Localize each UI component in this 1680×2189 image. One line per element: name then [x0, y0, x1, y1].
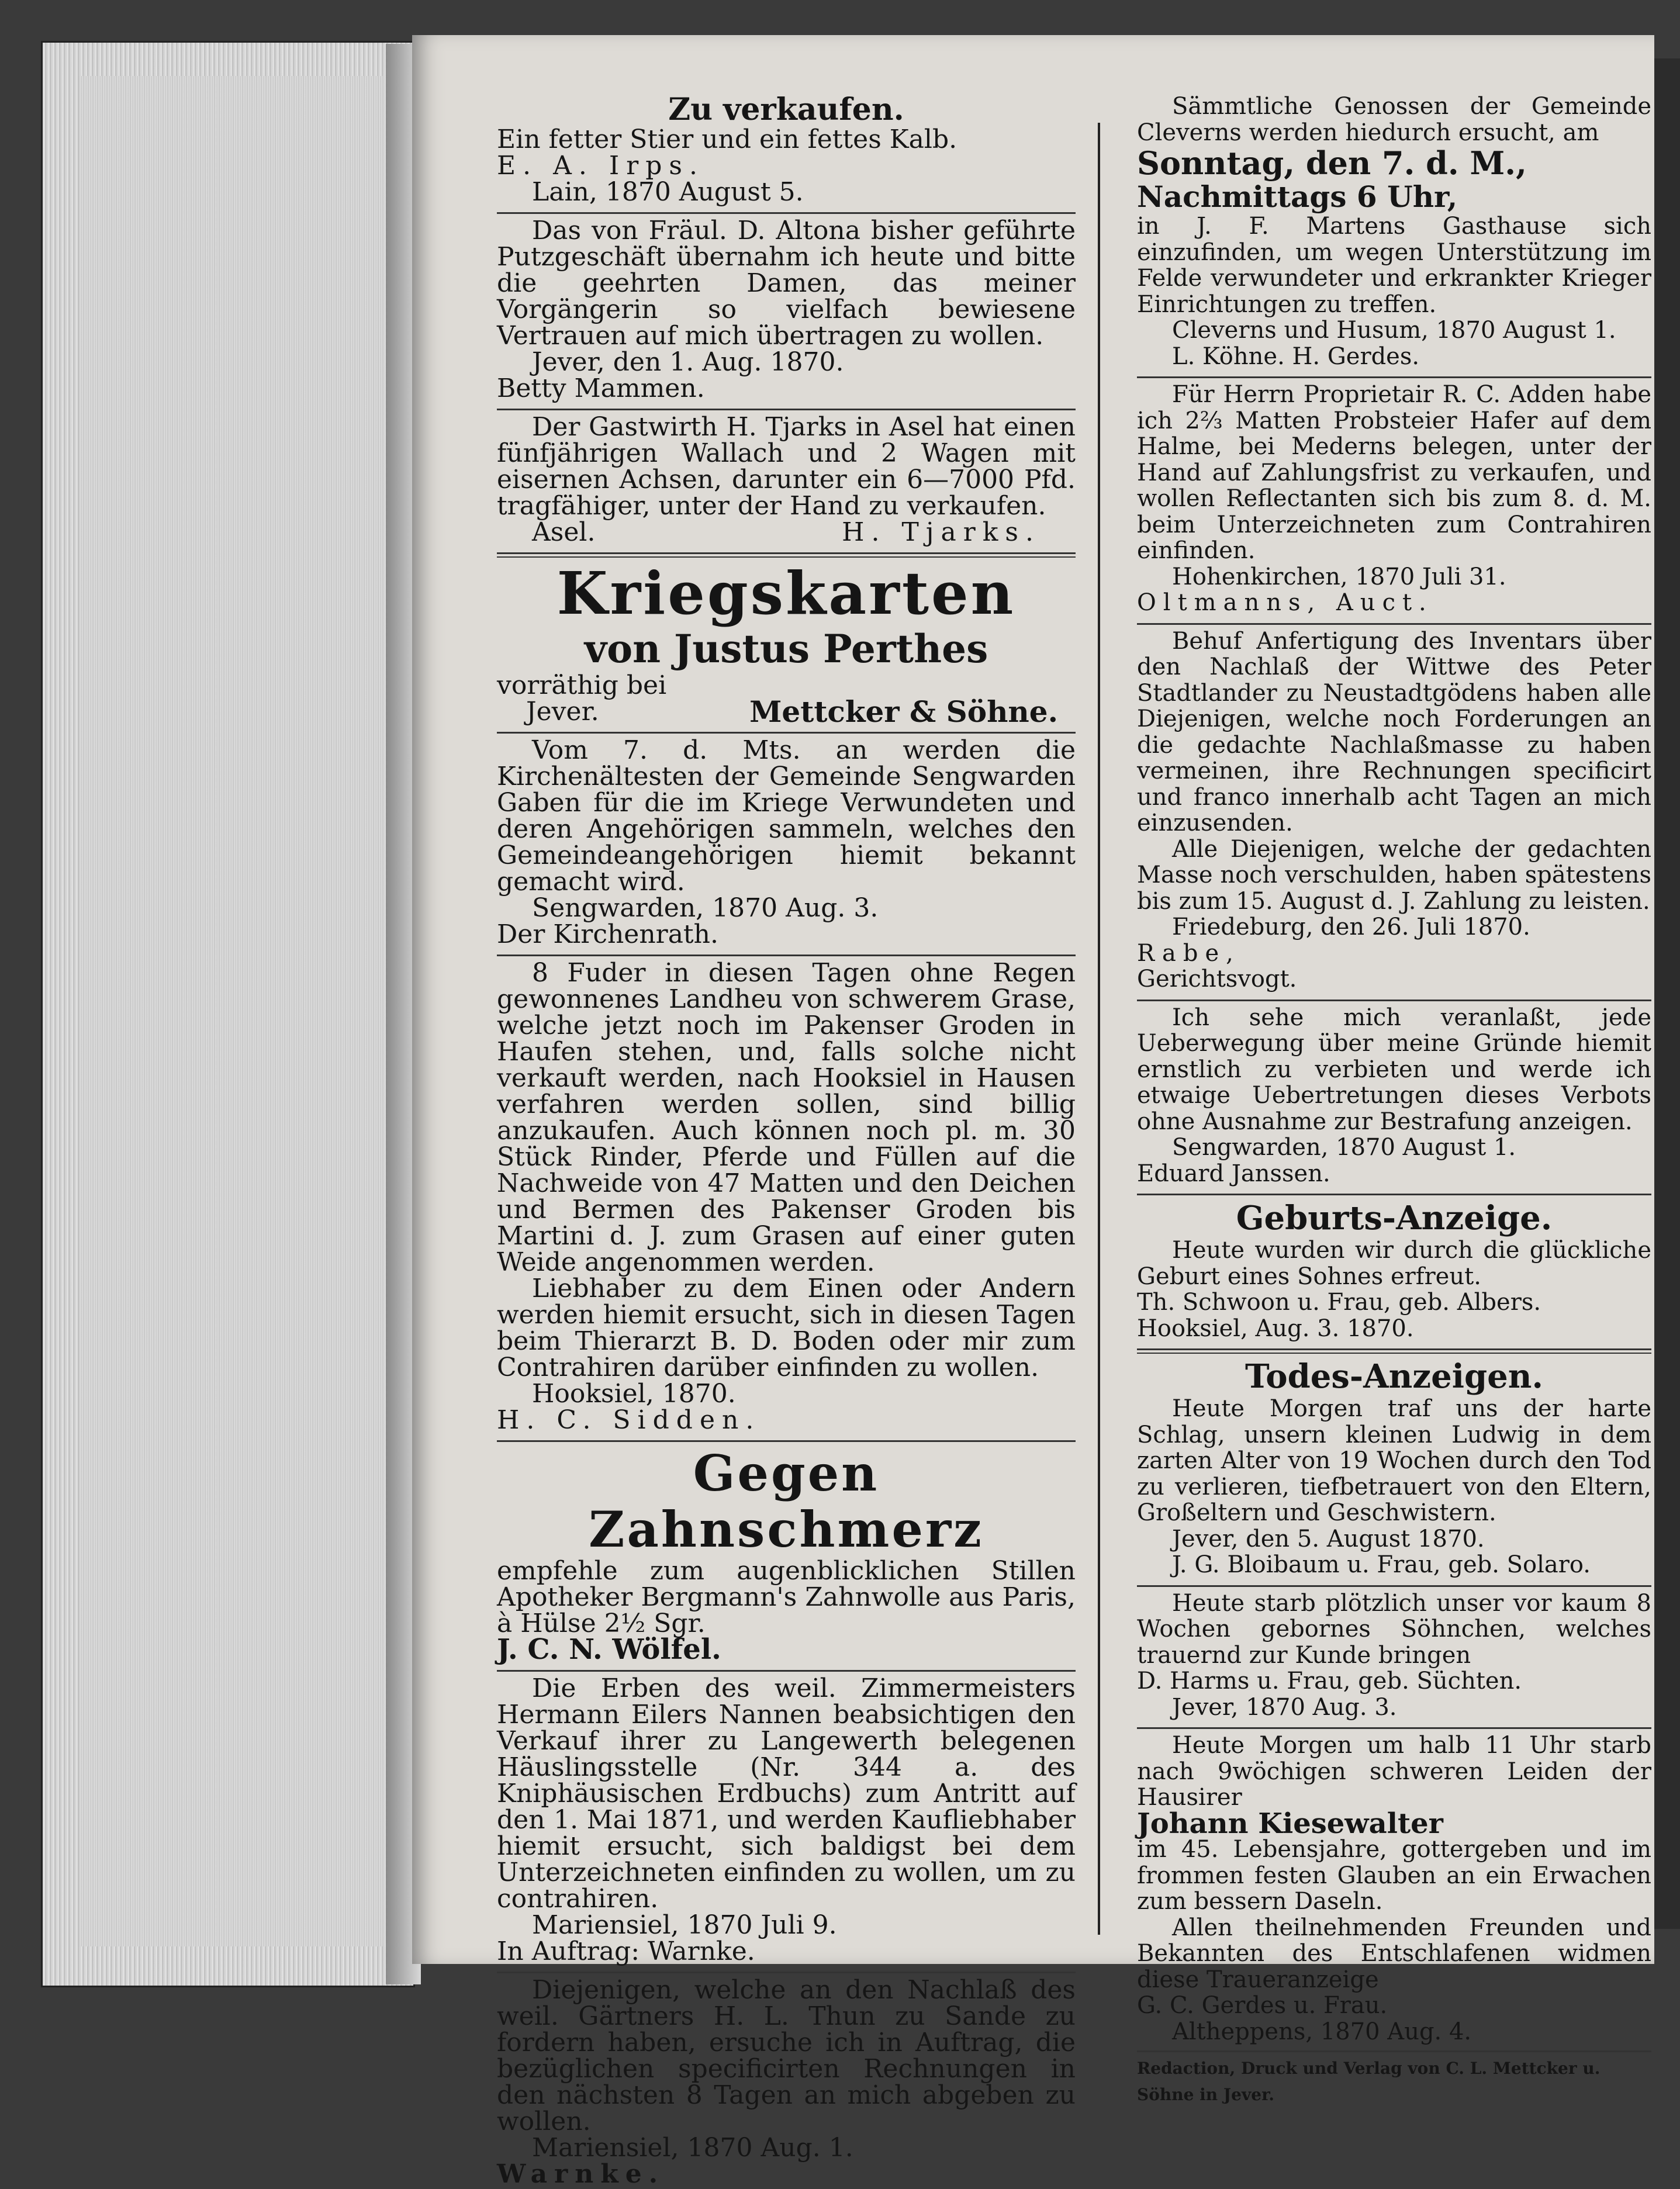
ad-hafer [1137, 382, 1651, 616]
ad-separator [497, 212, 1076, 214]
ad-zahnschmerz [497, 1444, 1076, 1666]
ad-signature: E. A. Irps. [497, 151, 704, 181]
ad-putzgeschaeft [497, 217, 1076, 402]
ad-landheu [497, 960, 1076, 1433]
ad-separator [1137, 1000, 1651, 1001]
ad-body: Heute Morgen um halb 11 Uhr starb nach 9wöchigen schweren Leiden der Hausirer [1137, 1732, 1651, 1811]
ad-body: Ein fetter Stier und ein fettes Kalb. [497, 125, 957, 154]
ad-kriegskarten [497, 559, 1076, 729]
ad-body-2: in J. F. Martens Gasthause sich einzufinden, um wegen Unterstützung im Felde verwundeter und erkrankter Krieger Einrichtungen zu treffen. [1137, 213, 1651, 318]
ad-body-2: Alle Diejenigen, welche der gedachten Masse noch verschulden, haben spätestens bis zum 15. August d. J. Zahlung zu leisten. [1137, 835, 1651, 915]
ad-signature: Rabe, [1137, 939, 1240, 967]
right-column [1137, 94, 1651, 2108]
ad-body: Ich sehe mich veranlaßt, jede Ueberwegung über meine Gründe hiemit ernstlich zu verbieten und werde ich etwaige Uebertretungen dieses Verbots ohne Ausnahme zur Bestrafung anzeigen. [1137, 1004, 1651, 1135]
ad-signature: Eduard Janssen. [1137, 1160, 1330, 1187]
ad-body: Heute Morgen traf uns der harte Schlag, unsern kleinen Ludwig in dem zarten Alter von 19 Wochen durch den Tod zu verlieren, tiefbetrauert von den Eltern, Großeltern und Geschwistern. [1137, 1395, 1651, 1526]
ad-date: Mariensiel, 1870 Aug. 1. [532, 2133, 853, 2163]
ad-separator [497, 955, 1076, 956]
ad-subtitle: von Justus Perthes [584, 626, 988, 672]
ad-nachlass-thun [497, 1977, 1076, 2187]
ad-separator [1137, 1348, 1651, 1354]
ad-title: Geburts-Anzeige. [1236, 1199, 1553, 1237]
ad-body: Vom 7. d. Mts. an werden die Kirchenältesten der Gemeinde Sengwarden Gaben für die im Kriege Verwundeten und deren Angehörigen sammeln, welches den Gemeindeangehörigen hiemit bekannt gemacht wird. [497, 735, 1076, 897]
ad-body: Heute starb plötzlich unser vor kaum 8 Wochen gebornes Söhnchen, welches trauernd zur Kunde bringen [1137, 1589, 1651, 1669]
ad-separator [1137, 1585, 1651, 1587]
ad-body: empfehle zum augenblicklichen Stillen Apotheker Bergmann's Zahnwolle aus Paris, à Hülse 2½ Sgr. [497, 1556, 1076, 1638]
ad-signature: H. Tjarks. [842, 517, 1041, 547]
ad-title: Todes-Anzeigen. [1245, 1357, 1543, 1396]
ad-signature: H. C. Sidden. [497, 1405, 761, 1435]
adjacent-page-edge [1654, 58, 1680, 1929]
ad-signature: J. G. Bloibaum u. Frau, geb. Solaro. [1172, 1551, 1591, 1578]
ad-body: Sämmtliche Genossen der Gemeinde Cleverns werden hiedurch ersucht, am [1137, 93, 1651, 146]
ad-todes-kiesewalter [1137, 1732, 1651, 2045]
ad-date: Friedeburg, den 26. Juli 1870. [1172, 914, 1530, 940]
imprint-footer: Redaction, Druck und Verlag von C. L. Mettcker u. Söhne in Jever. [1137, 2050, 1651, 2108]
ad-body: 8 Fuder in diesen Tagen ohne Regen gewonnenes Landheu von schwerem Grase, welche jetzt noch im Pakenser Groden in Haufen stehen, und, falls solche nicht verkauft werden, nach Hooksiel in Hausen verfahren werden sollen, sind billig anzukaufen. Auch können noch pl. m. 30 Stück Rinder, Pferde und Füllen auf die Nachweide von 47 Matten und den Deichen und Bermen des Pakenser Groden bis Martini d. J. zum Grasen auf einer guten Weide angenommen werden. [497, 958, 1076, 1277]
ad-separator [497, 1440, 1076, 1442]
ad-title: Kriegskarten [556, 559, 1016, 628]
ad-date: Altheppens, 1870 Aug. 4. [1172, 2018, 1472, 2045]
book-page-stack [79, 76, 383, 1946]
ad-zu-verkaufen [497, 94, 1076, 205]
ad-body: Die Erben des weil. Zimmermeisters Hermann Eilers Nannen beabsichtigen den Verkauf ihrer zu Langewerth belegenen Häuslingsstelle (Nr. 344 a. des Kniphäusischen Erdbuchs) zum Antritt auf den 1. Mai 1871, und werden Kaufliebhaber hiemit ersucht, sich baldigst bei dem Unterzeichneten einfinden zu wollen, um zu contrahiren. [497, 1673, 1076, 1914]
ad-separator [1137, 623, 1651, 625]
ad-date: Hohenkirchen, 1870 Juli 31. [1172, 563, 1506, 590]
ad-separator [497, 552, 1076, 558]
ad-signature: Oltmanns, Auct. [1137, 589, 1433, 616]
ad-body: Behuf Anfertigung des Inventars über den Nachlaß der Wittwe des Peter Stadtlander zu Neustadtgödens haben alle Diejenigen, welche noch Forderungen an die gedachte Nachlaßmasse zu haben vermeinen, ihre Rechnungen specificirt und franco innerhalb acht Tagen an mich einzusenden. [1137, 627, 1651, 836]
ad-place: Jever. [526, 697, 599, 727]
ad-todes-harms [1137, 1590, 1651, 1721]
ad-kirchenrath [497, 737, 1076, 947]
ad-date: Sengwarden, 1870 August 1. [1172, 1134, 1516, 1161]
ad-separator [497, 1670, 1076, 1672]
ad-separator [497, 732, 1076, 734]
ad-todes-ludwig [1137, 1357, 1651, 1578]
ad-separator [1137, 1194, 1651, 1195]
ad-signature: D. Harms u. Frau, geb. Süchten. [1137, 1668, 1522, 1695]
ad-signature: J. C. N. Wölfel. [497, 1633, 721, 1666]
ad-deceased-name: Johann Kiesewalter [1137, 1807, 1443, 1840]
left-column [497, 94, 1076, 2187]
ad-signature-title: Gerichtsvogt. [1137, 966, 1297, 993]
ad-body: Diejenigen, welche an den Nachlaß des weil. Gärtners H. L. Thun zu Sande zu fordern haben, ersuche ich in Auftrag, die bezüglichen specificirten Rechnungen in den nächsten 8 Tagen an mich abgeben zu wollen. [497, 1975, 1076, 2136]
ad-body-3: Allen theilnehmenden Freunden und Bekannten des Entschlafenen widmen diese Traueranzeige [1137, 1914, 1651, 1993]
ad-haeuslingsstelle [497, 1675, 1076, 1965]
ad-separator [1137, 376, 1651, 378]
ad-place: Asel. [532, 517, 596, 547]
ad-separator [1137, 1727, 1651, 1729]
ad-body: Heute wurden wir durch die glückliche Geburt eines Sohnes erfreut. [1137, 1237, 1651, 1290]
ad-signature: Betty Mammen. [497, 374, 705, 403]
ad-signature: In Auftrag: Warnke. [497, 1936, 755, 1966]
ad-date: Mariensiel, 1870 Juli 9. [532, 1910, 837, 1940]
ad-cleverns [1137, 94, 1651, 369]
ad-separator [497, 409, 1076, 410]
ad-body: Für Herrn Proprietair R. C. Adden habe ich 2⅔ Matten Probsteier Hafer auf dem Halme, bei Mederns belegen, unter der Hand auf Zahlungsfrist zu verkaufen, und wollen Reflectanten sich bis zum 8. d. M. beim Unterzeichneten zum Contrahiren einfinden. [1137, 381, 1651, 564]
ad-janssen [1137, 1005, 1651, 1187]
ad-signature: L. Köhne. H. Gerdes. [1172, 343, 1420, 370]
ad-firm: Mettcker & Söhne. [749, 694, 1058, 729]
ad-signature: G. C. Gerdes u. Frau. [1137, 1992, 1388, 2019]
ad-title: Gegen Zahnschmerz [589, 1444, 984, 1558]
ad-date: Sengwarden, 1870 Aug. 3. [532, 893, 879, 923]
ad-date: Hooksiel, Aug. 3. 1870. [1137, 1315, 1414, 1342]
ad-date: Hooksiel, 1870. [532, 1379, 736, 1409]
ad-date: Jever, den 1. Aug. 1870. [532, 347, 844, 377]
ad-signature: Warnke. [497, 2159, 665, 2189]
ad-when-day: Sonntag, den 7. d. M., [1137, 144, 1527, 182]
ad-wallach [497, 414, 1076, 545]
ad-geburt [1137, 1199, 1651, 1341]
ad-stadtlander [1137, 628, 1651, 993]
ad-when-time: Nachmittags 6 Uhr, [1137, 179, 1458, 214]
column-divider [1098, 123, 1100, 1935]
ad-date: Jever, 1870 Aug. 3. [1172, 1693, 1397, 1721]
ad-separator [497, 1972, 1076, 1973]
ad-body-2: Liebhaber zu dem Einen oder Andern werden hiemit ersucht, sich in diesen Tagen beim Thierarzt B. D. Boden oder mir zum Contrahiren darüber einfinden zu wollen. [497, 1274, 1076, 1382]
ad-date: Jever, den 5. August 1870. [1172, 1525, 1485, 1552]
ad-body: Der Gastwirth H. Tjarks in Asel hat einen fünfjährigen Wallach und 2 Wagen mit eisernen Achsen, darunter ein 6—7000 Pfd. tragfähiger, unter der Hand zu verkaufen. [497, 412, 1076, 521]
ad-body-2: im 45. Lebensjahre, gottergeben und im frommen festen Glauben an ein Erwachen zum bessern Daseln. [1137, 1836, 1651, 1915]
ad-signature: Der Kirchenrath. [497, 919, 718, 949]
ad-date: Lain, 1870 August 5. [532, 177, 804, 207]
ad-line: vorräthig bei [497, 670, 667, 700]
ad-body: Das von Fräul. D. Altona bisher geführte Putzgeschäft übernahm ich heute und bitte die geehrten Damen, das meiner Vorgängerin so vielfach bewiesene Vertrauen auf mich übertragen zu wollen. [497, 216, 1076, 351]
ad-title: Zu verkaufen. [668, 92, 904, 127]
ad-date: Cleverns und Husum, 1870 August 1. [1172, 317, 1616, 344]
ad-signature: Th. Schwoon u. Frau, geb. Albers. [1137, 1289, 1541, 1316]
